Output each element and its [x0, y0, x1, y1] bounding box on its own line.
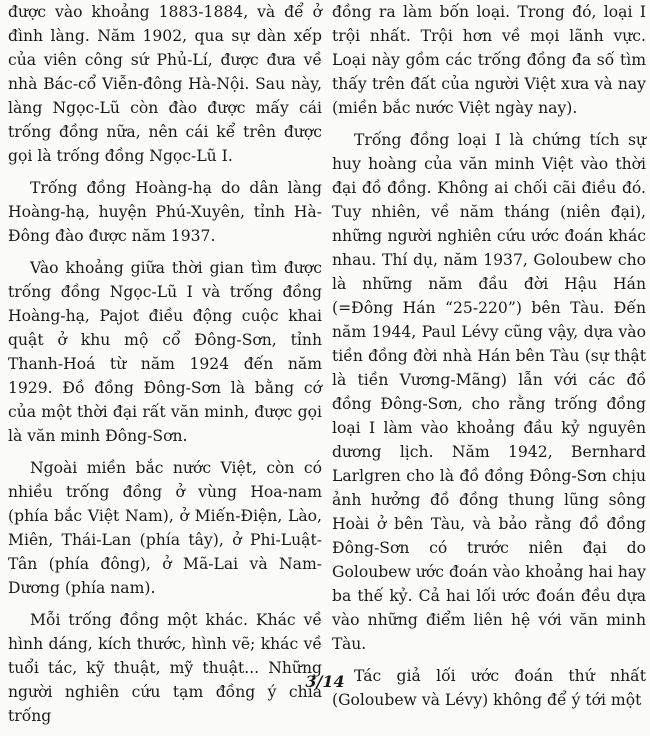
paragraph: Trống đồng Hoàng-hạ do dân làng Hoàng-hạ, huyện Phú-Xuyên, tỉnh Hà-Đông đào được năm 1937.	[8, 179, 322, 245]
paragraph: được vào khoảng 1883-1884, và để ở đình làng. Năm 1902, qua sự dàn xếp của viên công sứ Phủ-Lí, được đưa về nhà Bác-cổ Viễn-đông Hà-Nội. Sau này, làng Ngọc-Lũ còn đào được mấy cái trống đồng nữa, nên cái kể trên được gọi là trống đồng Ngọc-Lũ I.	[8, 3, 322, 165]
paragraph: Vào khoảng giữa thời gian tìm được trống đồng Ngọc-Lũ I và trống đồng Hoàng-hạ, Pajot điều động cuộc khai quật ở khu mộ cổ Đông-Sơn, tỉnh Thanh-Hoá từ năm 1924 đến năm 1929. Đồ đồng Đông-Sơn là bằng cớ của một thời đại rất văn minh, được gọi là văn minh Đông-Sơn.	[8, 259, 322, 445]
paragraph: Mỗi trống đồng một khác. Khác về hình dáng, kích thước, hình vẽ; khác về tuổi tác, kỹ thuật, mỹ thuật... Những người nghiên cứu tạm đồng ý chia trống	[8, 611, 322, 725]
paragraph: Tác giả lối ước đoán thứ nhất (Goloubew và Lévy) không để ý tới một	[332, 667, 646, 709]
paragraph: Trống đồng loại I là chứng tích sự huy hoàng của văn minh Việt vào thời đại đồ đồng. Không ai chối cãi điều đó. Tuy nhiên, về năm tháng (niên đại), những người nghiên cứu ước đoán khác nhau. Thí dụ, năm 1937, Goloubew cho là những năm đầu đời Hậu Hán (=Đông Hán “25-220”) bên Tàu. Đến năm 1944, Paul Lévy cũng vậy, dựa vào tiền đồng đời nhà Hán bên Tàu (sự thật là tiền Vương-Mãng) lẫn với các đồ đồng Đông-Sơn, cho rằng trống đồng loại I làm vào khoảng đầu kỷ nguyên dương lịch. Năm 1942, Bernhard Larlgren cho là đồ đồng Đông-Sơn chịu ảnh hưởng đồ đồng thung lũng sông Hoài ở bên Tàu, và bảo rằng đồ đồng Đông-Sơn có trước niên đại do Goloubew ước đoán vào khoảng hai hay ba thế kỷ. Cả hai lối ước đoán đều dựa vào những điểm liên hệ với văn minh Tàu.	[332, 131, 646, 653]
paragraph: Ngoài miền bắc nước Việt, còn có nhiều trống đồng ở vùng Hoa-nam (phía bắc Việt Nam), ở Miến-Điện, Lào, Miên, Thái-Lan (phía tây), ở Phi-Luật-Tân (phía đông), ở Mã-Lai và Nam-Dương (phía nam).	[8, 459, 322, 597]
page-number: 3/14	[305, 672, 345, 691]
left-column	[8, 0, 322, 736]
right-column	[332, 0, 646, 720]
paragraph: đồng ra làm bốn loại. Trong đó, loại I trội nhất. Trội hơn về mọi lãnh vực. Loại này gồm các trống đồng đa số tìm thấy trên đất của người Việt xưa và nay (miền bắc nước Việt ngày nay).	[332, 3, 646, 117]
